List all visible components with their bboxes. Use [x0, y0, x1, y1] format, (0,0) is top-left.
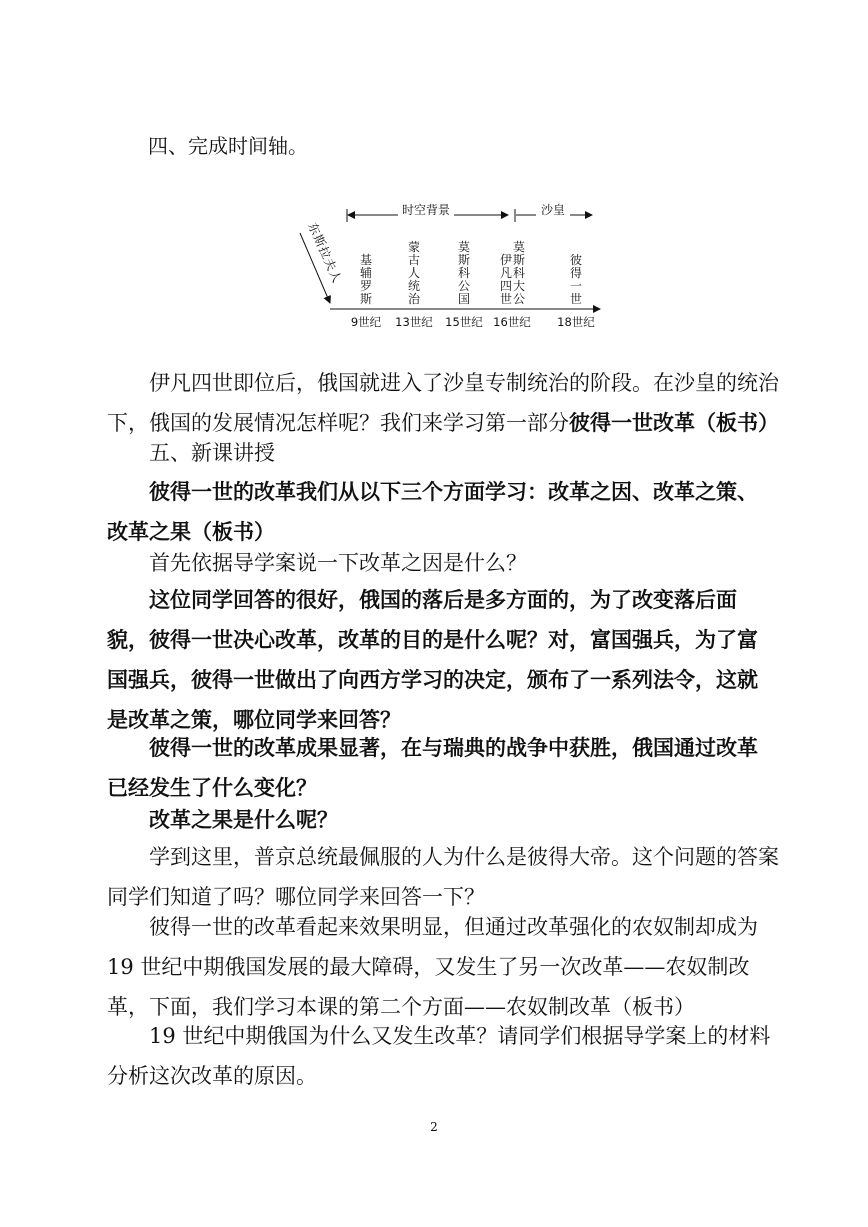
- text-line: 19 世纪中期俄国发展的最大障碍，又发生了另一次改革——农奴制改: [107, 955, 750, 979]
- event-label-char: 莫: [457, 240, 471, 254]
- label-tsar: 沙皇: [540, 203, 566, 217]
- event-label-char: 古: [407, 253, 421, 267]
- text-line: 分析这次改革的原因。: [107, 1064, 317, 1088]
- paragraph-putin: [107, 837, 809, 917]
- century-label: 9世纪: [350, 315, 382, 329]
- page-number: 2: [430, 1120, 438, 1134]
- text-line: 国强兵，彼得一世做出了向西方学习的决定，颁布了一系列法令，这就: [107, 668, 758, 692]
- text-line: 彼得一世的改革成果显著，在与瑞典的战争中获胜，俄国通过改革: [149, 736, 758, 760]
- text-line: 彼得一世的改革看起来效果明显，但通过改革强化的农奴制却成为: [149, 915, 758, 939]
- section-heading-timeline: 四、完成时间轴。: [148, 134, 308, 158]
- text-line: 学到这里，普京总统最佩服的人为什么是彼得大帝。这个问题的答案: [149, 845, 779, 869]
- text-line: 伊凡四世即位后，俄国就进入了沙皇专制统治的阶段。在沙皇的统治: [149, 371, 779, 395]
- century-label: 18世纪: [557, 315, 595, 329]
- event-label-char: 伊: [499, 253, 513, 267]
- paragraph-cause-question: 首先依据导学案说一下改革之因是什么？: [149, 551, 527, 575]
- text-line: 19 世纪中期俄国为什么又发生改革？请同学们根据导学案上的材料: [149, 1024, 771, 1048]
- event-label-char: 公: [457, 279, 471, 293]
- event-label-char: 蒙: [407, 240, 421, 254]
- paragraph-reform-results: [107, 728, 809, 808]
- timeline-events: [351, 239, 595, 329]
- century-label: 16世纪: [493, 315, 531, 329]
- paragraph-three-aspects: [107, 472, 809, 552]
- event-label-char: 治: [407, 292, 421, 306]
- section-heading-new-lesson: 五、新课讲授: [149, 441, 275, 465]
- paragraph-reform-effect-question: 改革之果是什么呢？: [149, 808, 338, 832]
- paragraph-19th-century: [107, 1016, 809, 1096]
- event-label-char: 公: [512, 292, 526, 306]
- event-label-char: 大: [512, 279, 526, 293]
- event-label-char: 罗: [359, 279, 373, 293]
- text-line: 彼得一世的改革我们从以下三个方面学习：改革之因、改革之策、: [149, 480, 758, 504]
- event-label-char: 凡: [499, 266, 513, 280]
- event-label-char: 世: [569, 292, 583, 306]
- text-line: 貌，彼得一世决心改革，改革的目的是什么呢？对，富国强兵，为了富: [107, 628, 758, 652]
- event-label-char: 基: [359, 253, 373, 267]
- timeline-diagram: [290, 195, 610, 340]
- board-note-peter-reform: 彼得一世改革（板书）: [569, 411, 779, 435]
- century-label: 13世纪: [395, 315, 433, 329]
- text-line: 是改革之策，哪位同学来回答？: [107, 708, 401, 732]
- event-label-char: 四: [499, 279, 513, 293]
- paragraph-ivan: [107, 363, 809, 443]
- text-line: 已经发生了什么变化？: [107, 776, 317, 800]
- event-label-char: 莫: [512, 240, 526, 254]
- event-label-char: 斯: [512, 253, 526, 267]
- event-label-char: 人: [407, 266, 421, 280]
- text-line: 这位同学回答的很好，俄国的落后是多方面的，为了改变落后面: [149, 588, 737, 612]
- event-label-char: 统: [407, 279, 421, 293]
- event-label-char: 科: [512, 266, 526, 280]
- event-label-char: 彼: [569, 253, 583, 267]
- event-label-char: 世: [499, 292, 513, 306]
- event-label-char: 斯: [457, 253, 471, 267]
- paragraph-reform-policy: [107, 580, 809, 740]
- text-line: 革，下面，我们学习本课的第二个方面——农奴制改革（板书）: [107, 995, 695, 1019]
- event-label-char: 国: [457, 292, 471, 306]
- text-line: 同学们知道了吗？哪位同学来回答一下？: [107, 885, 485, 909]
- label-spacetime-background: 时空背景: [401, 203, 451, 217]
- text-line: 下，俄国的发展情况怎样呢？我们来学习第一部分: [107, 411, 569, 435]
- event-label-char: 辅: [359, 266, 373, 280]
- paragraph-serfdom: [107, 907, 809, 1027]
- label-east-slavs: 东斯拉夫人: [305, 220, 345, 286]
- century-label: 15世纪: [445, 315, 483, 329]
- event-label-char: 得: [569, 266, 583, 280]
- event-label-char: 一: [569, 279, 583, 293]
- text-line: 改革之果（板书）: [107, 520, 275, 544]
- event-label-char: 斯: [359, 292, 373, 306]
- event-label-char: 科: [457, 266, 471, 280]
